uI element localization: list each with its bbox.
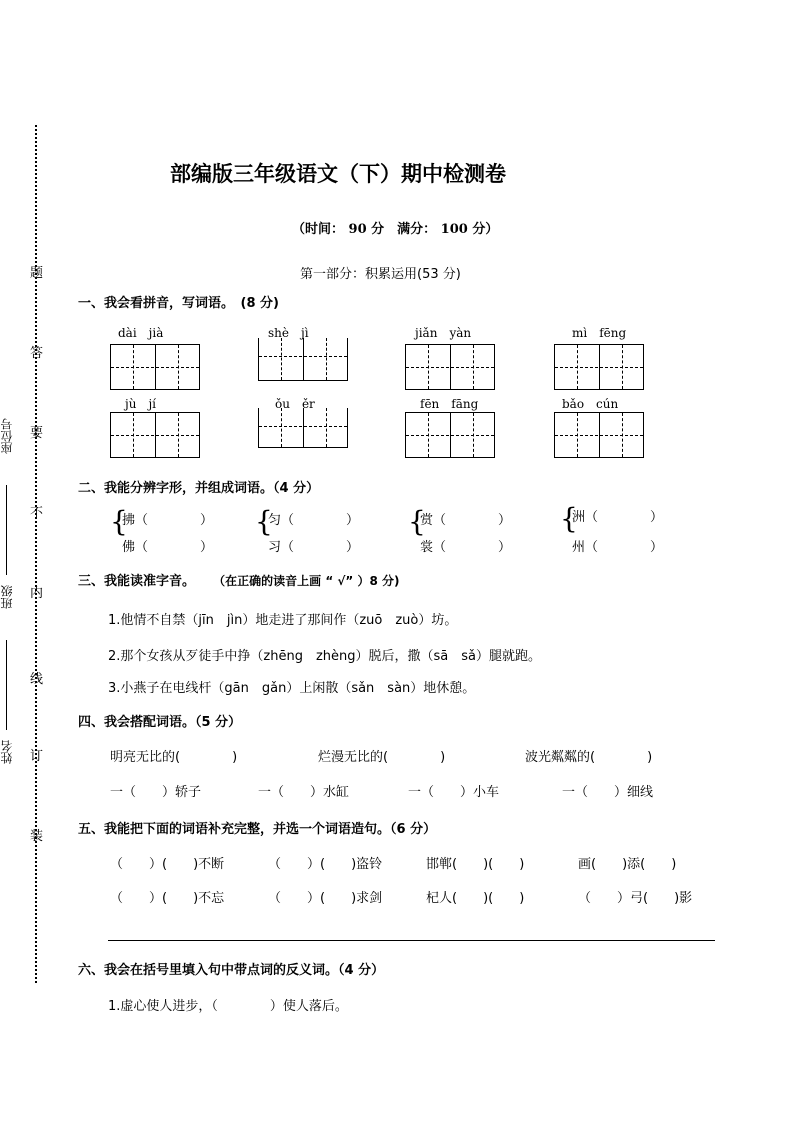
margin-char-nei: 内 [30,586,44,601]
part-one-heading: 第一部分：积累运用(53 分) [300,267,461,282]
margin-char-ding: 订 [30,749,44,764]
binding-dotted-line [35,125,37,983]
brace: { [560,502,578,535]
q2-label: 二、我能分辨字形，并组成词语。（4 分） [78,481,320,496]
idiom-item[interactable]: 画( )添( ) [578,857,677,872]
exam-info: （时间： 90 分 满分： 100 分） [292,222,499,237]
brace: { [110,505,128,538]
char-word[interactable]: 佛（ ） [122,540,214,555]
class-blank[interactable] [6,485,7,575]
char-word[interactable]: 州（ ） [572,540,664,555]
measure-item[interactable]: 一（ ）小车 [408,785,500,800]
pinyin: dài jià [118,326,164,340]
brace: { [255,505,273,538]
idiom-item[interactable]: （ ）( )不忘 [110,891,225,906]
q4-label: 四、我会搭配词语。（5 分） [78,715,242,730]
char-word[interactable]: 拂（ ） [122,513,214,528]
idiom-item[interactable]: （ ）( )不断 [110,857,225,872]
seat-number-label: 座位号 [0,418,14,454]
char-word[interactable]: 洲（ ） [572,510,664,525]
name-label: 姓名 [0,740,14,764]
pinyin: bǎo cún [562,397,619,411]
match-item[interactable]: 烂漫无比的( ) [318,750,446,765]
q3-label: 三、我能读准字音。 [78,574,196,589]
idiom-item[interactable]: （ ）弓( )影 [578,891,693,906]
class-label: 班级 [0,585,14,609]
margin-char-bu: 不 [30,506,44,521]
pinyin: mì fēng [572,326,627,340]
q3-line-2[interactable]: 2.那个女孩从歹徒手中挣（zhēng zhèng）脱后，撒（sā sǎ）腿就跑。 [108,649,541,664]
page-title: 部编版三年级语文（下）期中检测卷 [170,161,506,186]
q1-label: 一、我会看拼音，写词语。 (8 分) [78,296,279,311]
match-item[interactable]: 明亮无比的( ) [110,750,238,765]
margin-char-ti: 题 [30,266,44,281]
writing-grid[interactable] [405,412,495,458]
q5-label: 五、我能把下面的词语补充完整，并选一个词语造句。（6 分） [78,822,437,837]
brace: { [408,505,426,538]
margin-char-zhuang: 装 [30,829,44,844]
margin-char-yao: 要 [30,426,44,441]
char-word[interactable]: 裳（ ） [420,540,512,555]
char-word[interactable]: 赏（ ） [420,513,512,528]
writing-grid[interactable] [258,338,348,381]
char-word[interactable]: 习（ ） [268,540,360,555]
sentence-writing-line[interactable] [108,940,715,941]
writing-grid[interactable] [110,412,200,458]
q6-line-1[interactable]: 1.虚心使人进步，（ ）使人落后。 [108,999,348,1014]
pinyin: jù jí [125,397,157,411]
margin-char-da: 答 [30,346,44,361]
measure-item[interactable]: 一（ ）轿子 [110,785,202,800]
name-blank[interactable] [6,640,7,730]
writing-grid[interactable] [405,344,495,390]
pinyin: shè jì [268,326,309,340]
pinyin: fēn fāng [420,397,479,411]
writing-grid[interactable] [258,408,348,448]
idiom-item[interactable]: （ ）( )求剑 [268,891,383,906]
q3-line-1[interactable]: 1.他情不自禁（jīn jìn）地走进了那间作（zuō zuò）坊。 [108,613,458,628]
writing-grid[interactable] [554,412,644,458]
writing-grid[interactable] [554,344,644,390]
char-word[interactable]: 匀（ ） [268,513,360,528]
idiom-item[interactable]: （ ）( )盗铃 [268,857,383,872]
match-item[interactable]: 波光粼粼的( ) [525,750,653,765]
measure-item[interactable]: 一（ ）水缸 [258,785,350,800]
q6-label: 六、我会在括号里填入句中带点词的反义词。（4 分） [78,963,385,978]
margin-char-xian: 线 [30,672,44,687]
writing-grid[interactable] [110,344,200,390]
idiom-item[interactable]: 杞人( )( ) [426,891,525,906]
q3-note: （在正确的读音上画 “ √” ）8 分) [213,574,400,588]
idiom-item[interactable]: 邯郸( )( ) [426,857,525,872]
q3-line-3[interactable]: 3.小燕子在电线杆（gān gǎn）上闲散（sǎn sàn）地休憩。 [108,681,476,696]
pinyin: ǒu ěr [275,397,315,411]
measure-item[interactable]: 一（ ）细线 [562,785,654,800]
pinyin: jiǎn yàn [415,326,472,340]
q3-label-row [78,570,399,589]
